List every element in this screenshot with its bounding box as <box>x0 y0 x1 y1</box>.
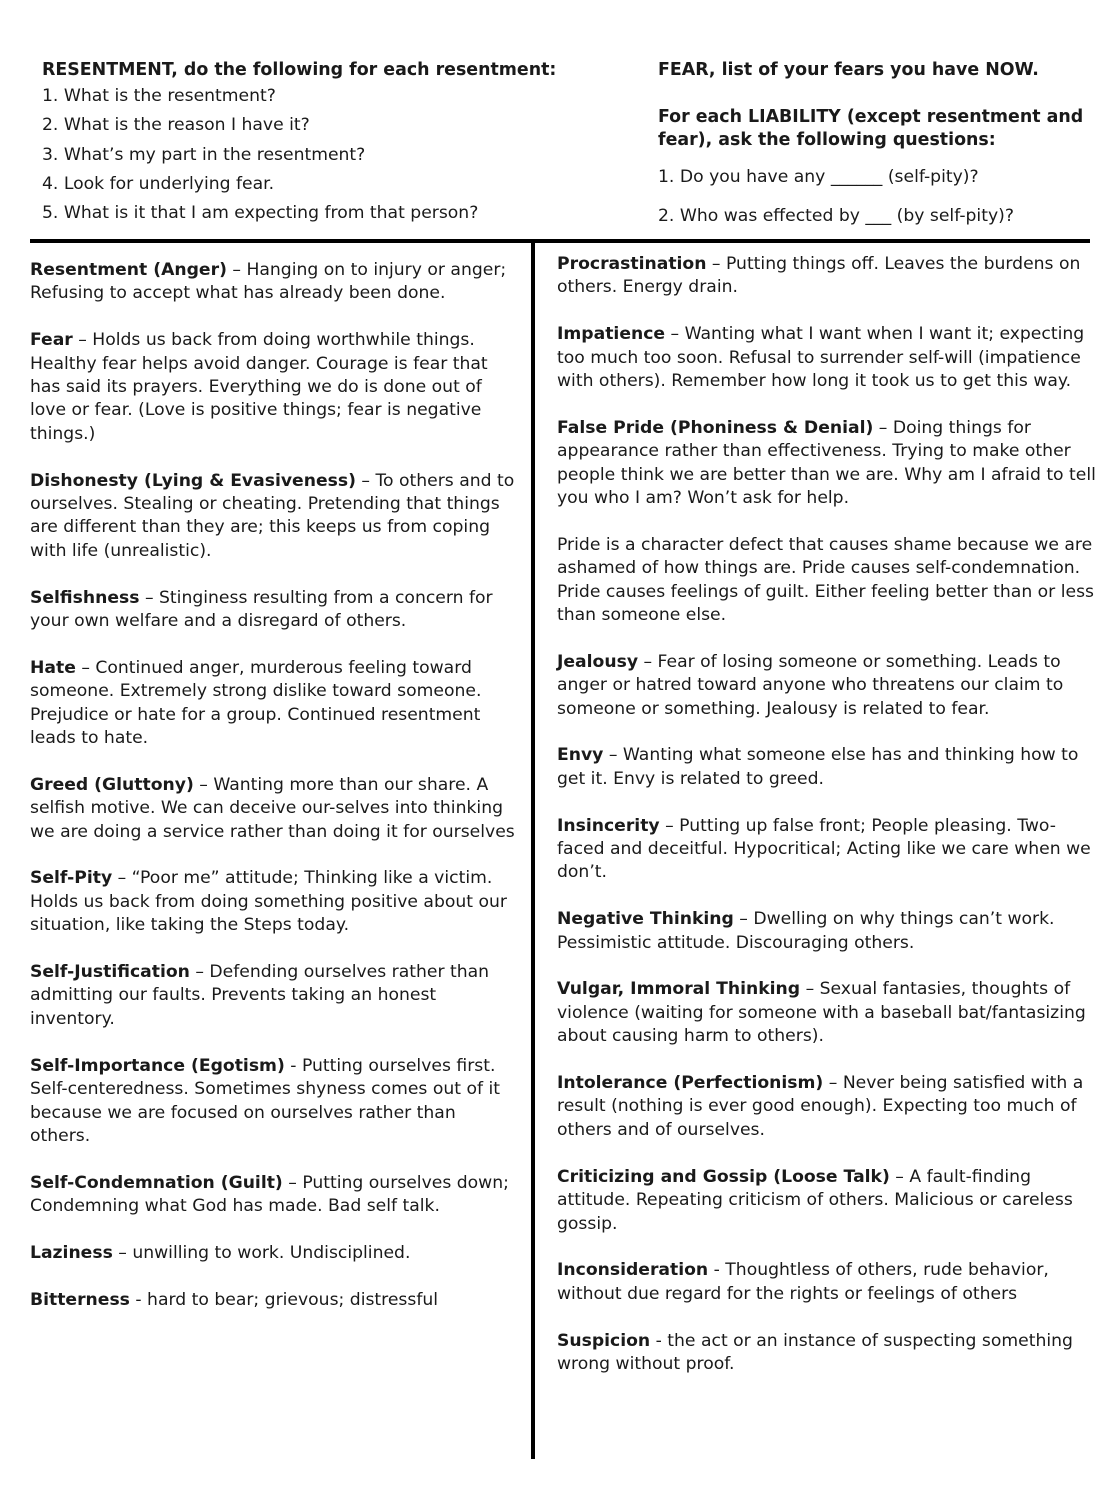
definition-term: Self-Importance (Egotism) <box>30 1055 285 1076</box>
definition-entry <box>557 908 1097 955</box>
definition-entry <box>557 1330 1097 1377</box>
resentment-steps-list <box>42 82 632 228</box>
definition-term: Resentment (Anger) <box>30 260 227 280</box>
definition-text: – “Poor me” attitude; Thinking like a victim. Holds us back from doing something positive about our situation, like taking the Steps today. <box>30 868 507 936</box>
resentment-step: 5. What is it that I am expecting from that person? <box>42 203 479 224</box>
definition-text: - Thoughtless of others, rude behavior, without due regard for the rights or feelings of others <box>557 1260 1049 1304</box>
definition-term: Bitterness <box>30 1289 130 1310</box>
resentment-step: 2. What is the reason I have it? <box>42 115 310 136</box>
definition-text: – Putting things off. Leaves the burdens on others. Energy drain. <box>557 254 1081 298</box>
definition-text: – Doing things for appearance rather than effectiveness. Trying to make other people think we are better than we are. Why am I afraid to tell you who I am? Won’t ask for help. <box>557 417 1096 509</box>
definition-entry <box>557 1259 1097 1306</box>
definition-term: Procrastination <box>557 254 707 274</box>
definition-entry <box>30 587 520 634</box>
definition-text: Pride is a character defect that causes shame because we are ashamed of how things are. Pride causes self-condemnation. Pride causes feelings of guilt. Either feeling better than or less than someone else. <box>557 534 1094 626</box>
definition-entry <box>30 470 520 564</box>
definition-text: – Hanging on to injury or anger; Refusing to accept what has already been done. <box>30 260 507 304</box>
definition-term: Selfishness <box>30 587 140 608</box>
definition-term: Impatience <box>557 324 666 345</box>
definition-term: Intolerance (Perfectionism) <box>557 1073 824 1094</box>
definition-text: – Sexual fantasies, thoughts of violence (waiting for someone with a baseball bat/fantasizing about causing harm to others). <box>557 979 1086 1047</box>
definition-text: – Dwelling on why things can’t work. Pessimistic attitude. Discouraging others. <box>557 909 1055 953</box>
definition-term: Vulgar, Immoral Thinking <box>557 979 801 1000</box>
definition-entry <box>557 744 1097 791</box>
definition-text: – Holds us back from doing worthwhile things. Healthy fear helps avoid danger. Courage is fear that has said its prayers. Everything we do is done out of love or fear. (Love is positive things; fear is negative things.) <box>30 330 488 444</box>
definition-entry <box>557 253 1097 300</box>
definition-term: Greed (Gluttony) <box>30 774 194 795</box>
definition-term: Laziness <box>30 1242 113 1263</box>
liability-heading: For each LIABILITY (except resentment and fear), ask the following questions: <box>658 107 1084 150</box>
definition-term: Self-Justification <box>30 962 190 983</box>
definition-term: Dishonesty (Lying & Evasiveness) <box>30 470 356 491</box>
definition-term: Jealousy <box>557 651 639 672</box>
definition-term: Insincerity <box>557 815 660 836</box>
definition-term: Envy <box>557 745 604 766</box>
definition-entry <box>30 774 520 844</box>
fear-liability-instructions <box>658 58 1098 236</box>
left-column-definitions <box>30 259 520 1336</box>
resentment-step: 4. Look for underlying fear. <box>42 173 275 194</box>
definition-entry <box>30 867 520 937</box>
definition-text: – unwilling to work. Undisciplined. <box>112 1242 411 1263</box>
definition-term: Inconsideration <box>557 1260 709 1281</box>
definition-entry <box>30 961 520 1031</box>
definition-term: Hate <box>30 657 76 678</box>
definition-entry <box>557 1072 1097 1142</box>
definition-text: - the act or an instance of suspecting something wrong without proof. <box>557 1330 1073 1374</box>
fear-heading: FEAR, list of your fears you have NOW. <box>658 60 1039 80</box>
definition-entry <box>30 1242 520 1265</box>
definition-entry <box>30 657 520 751</box>
definition-text: – Stinginess resulting from a concern for your own welfare and a disregard of others. <box>30 587 493 632</box>
definition-term: Suspicion <box>557 1330 651 1351</box>
vertical-divider <box>531 241 535 1459</box>
horizontal-divider <box>30 239 1090 243</box>
definition-entry <box>557 323 1097 393</box>
definition-entry <box>557 1166 1097 1236</box>
definition-entry <box>557 417 1097 511</box>
definition-term: Negative Thinking <box>557 909 734 930</box>
definition-entry <box>557 651 1097 721</box>
definition-text: – Continued anger, murderous feeling toward someone. Extremely strong dislike toward someone. Prejudice or hate for a group. Continued resentment leads to hate. <box>30 657 482 749</box>
liability-question: 2. Who was effected by ___ (by self-pity)? <box>658 206 1014 226</box>
definition-text: – To others and to ourselves. Stealing or cheating. Pretending that things are different than they are; this keeps us from coping with life (unrealistic). <box>30 470 515 561</box>
definition-text: – Putting ourselves down; Condemning what God has made. Bad self talk. <box>30 1172 509 1217</box>
definition-term: Criticizing and Gossip (Loose Talk) <box>557 1166 890 1187</box>
liability-questions-list <box>658 158 1098 236</box>
definition-text: – Fear of losing someone or something. Leads to anger or hatred toward anyone who threatens our claim to someone or something. Jealousy is related to fear. <box>557 651 1064 719</box>
definition-entry <box>557 815 1097 885</box>
definition-text: – Putting up false front; People pleasing. Two-faced and deceitful. Hypocritical; Acting like we care when we don’t. <box>557 815 1091 883</box>
definition-text: – A fault-finding attitude. Repeating criticism of others. Malicious or careless gossip. <box>557 1166 1073 1234</box>
definition-term: Self-Condemnation (Guilt) <box>30 1172 283 1193</box>
definition-term: Fear <box>30 330 73 351</box>
definition-entry <box>557 978 1097 1048</box>
definition-entry <box>30 329 520 446</box>
resentment-heading: RESENTMENT, do the following for each resentment: <box>42 60 557 80</box>
definition-text: - Putting ourselves first. Self-centeredness. Sometimes shyness comes out of it because we are focused on ourselves rather than others. <box>30 1055 500 1146</box>
definition-term: Self-Pity <box>30 868 113 889</box>
definition-entry <box>30 1055 520 1149</box>
definition-text: – Defending ourselves rather than admitting our faults. Prevents taking an honest inventory. <box>30 962 490 1029</box>
resentment-instructions <box>42 58 632 228</box>
liability-question: 1. Do you have any ______ (self-pity)? <box>658 167 979 187</box>
definition-entry <box>30 259 520 306</box>
definition-entry <box>557 534 1097 628</box>
resentment-step: 3. What’s my part in the resentment? <box>42 144 366 165</box>
definition-entry <box>30 1289 520 1312</box>
resentment-step: 1. What is the resentment? <box>42 86 276 106</box>
definition-text: – Wanting what someone else has and thinking how to get it. Envy is related to greed. <box>557 745 1079 789</box>
right-column-definitions <box>557 253 1097 1400</box>
definition-text: – Wanting what I want when I want it; expecting too much too soon. Refusal to surrender self-will (impatience with others). Remember how long it took us to get this way. <box>557 324 1085 392</box>
definition-text: – Wanting more than our share. A selfish motive. We can deceive our-selves into thinking we are doing a service rather than doing it for ourselves <box>30 774 515 842</box>
definition-text: – Never being satisfied with a result (nothing is ever good enough). Expecting too much of others and of ourselves. <box>557 1073 1084 1140</box>
definition-entry <box>30 1172 520 1219</box>
definition-text: - hard to bear; grievous; distressful <box>129 1289 439 1310</box>
definition-term: False Pride (Phoniness & Denial) <box>557 417 874 438</box>
